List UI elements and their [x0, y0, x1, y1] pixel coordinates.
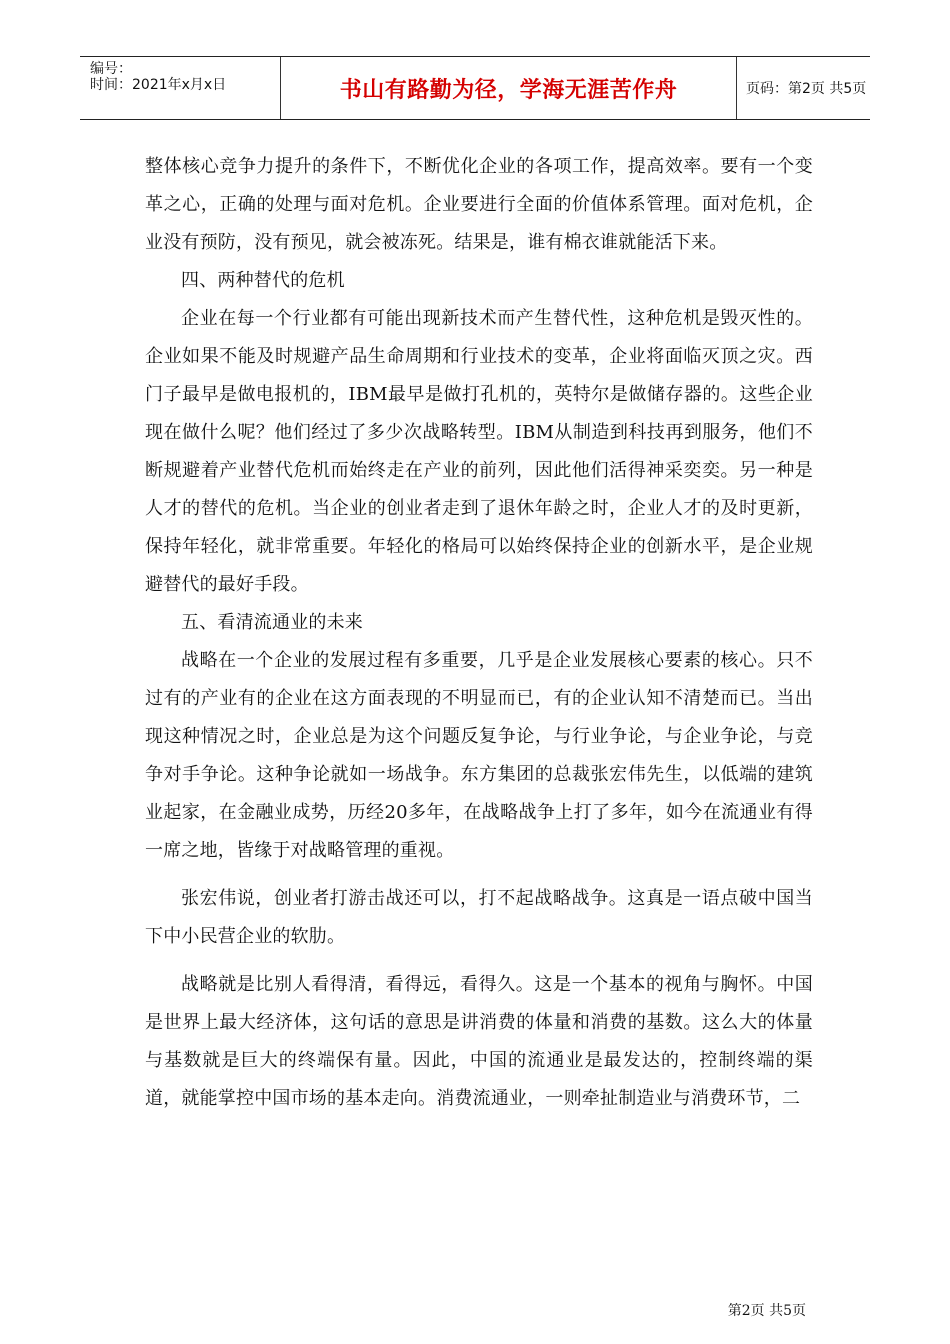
- date-label: 时间：2021年x月x日: [90, 77, 227, 93]
- header-page-label: 页码：第2页 共5页: [746, 81, 867, 97]
- paragraph: 张宏伟说，创业者打游击战还可以，打不起战略战争。这真是一语点破中国当下中小民营企业的软肋。: [145, 888, 813, 947]
- paragraph: 战略就是比别人看得清，看得远，看得久。这是一个基本的视角与胸怀。中国是世界上最大经济体，这句话的意思是讲消费的体量和消费的基数。这么大的体量与基数就是巨大的终端保有量。因此，中国的流通业是最发达的，控制终端的渠道，就能掌控中国市场的基本走向。消费流通业，一则牵扯制造业与消费环节，二: [145, 974, 813, 1109]
- paragraph-continued: 整体核心竞争力提升的条件下，不断优化企业的各项工作，提高效率。要有一个变革之心，正确的处理与面对危机。企业要进行全面的价值体系管理。面对危机，企业没有预防，没有预见，就会被冻死。结果是，谁有棉衣谁就能活下来。: [145, 156, 813, 253]
- motto: 书山有路勤为径，学海无涯苦作舟: [339, 77, 678, 103]
- header-motto-cell: [280, 57, 737, 119]
- paragraph: 战略在一个企业的发展过程有多重要，几乎是企业发展核心要素的核心。只不过有的产业有的企业在这方面表现的不明显而已，有的企业认知不清楚而已。当出现这种情况之时，企业总是为这个问题反复争论，与行业争论，与企业争论，与竞争对手争论。这种争论就如一场战争。东方集团的总裁张宏伟先生，以低端的建筑业起家，在金融业成势，历经20多年，在战略战争上打了多年，如今在流通业有得一席之地，皆缘于对战略管理的重视。: [145, 650, 813, 861]
- header-meta: [80, 57, 280, 119]
- number-label: 编号：: [90, 61, 132, 77]
- header-table: [80, 56, 870, 120]
- document-body: [145, 148, 813, 1118]
- section-heading-4: 四、两种替代的危机: [181, 270, 345, 291]
- section-heading-5: 五、看清流通业的未来: [181, 612, 363, 633]
- footer-page-number: 第2页 共5页: [727, 1303, 806, 1319]
- paragraph: 企业在每一个行业都有可能出现新技术而产生替代性，这种危机是毁灭性的。企业如果不能及时规避产品生命周期和行业技术的变革，企业将面临灭顶之灾。西门子最早是做电报机的，IBM最早是做打孔机的，英特尔是做储存器的。这些企业现在做什么呢？他们经过了多少次战略转型。IBM从制造到科技再到服务，他们不断规避着产业替代危机而始终走在产业的前列，因此他们活得神采奕奕。另一种是人才的替代的危机。当企业的创业者走到了退休年龄之时，企业人才的及时更新，保持年轻化，就非常重要。年轻化的格局可以始终保持企业的创新水平，是企业规避替代的最好手段。: [145, 308, 813, 595]
- header-page-cell: [736, 57, 870, 119]
